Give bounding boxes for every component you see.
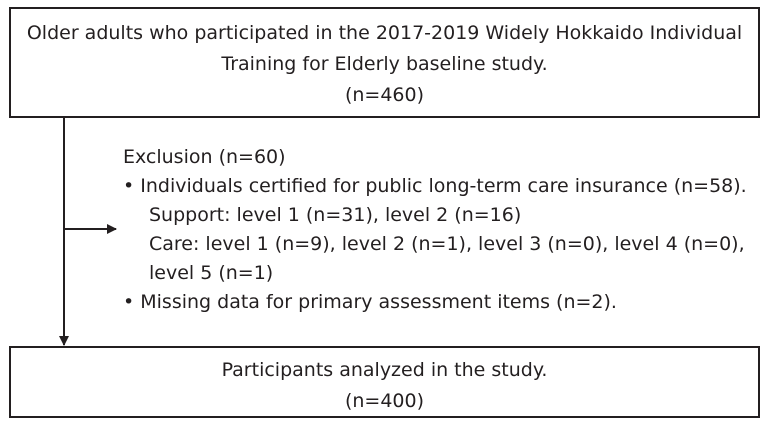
analyzed-box: [9, 346, 760, 418]
enrollment-count: (n=460): [344, 84, 425, 106]
enrollment-line-2: Training for Elderly baseline study.: [221, 53, 548, 75]
exclusion-support-levels: Support: level 1 (n=31), level 2 (n=16): [149, 204, 522, 226]
enrollment-box: [9, 7, 760, 118]
exclusion-bullet-missing: • Missing data for primary assessment items (n=2).: [123, 291, 617, 313]
analyzed-count: (n=400): [344, 390, 425, 412]
analyzed-line-1: Participants analyzed in the study.: [221, 359, 548, 381]
exclusion-care-levels-cont: level 5 (n=1): [149, 262, 274, 284]
enrollment-line-1: Older adults who participated in the 2017-2019 Widely Hokkaido Individual: [26, 22, 743, 44]
exclusion-title: Exclusion (n=60): [123, 146, 286, 168]
exclusion-care-levels: Care: level 1 (n=9), level 2 (n=1), level 3 (n=0), level 4 (n=0),: [149, 233, 745, 255]
exclusion-block: [123, 143, 759, 317]
exclusion-bullet-ltc: • Individuals certified for public long-term care insurance (n=58).: [123, 175, 747, 197]
